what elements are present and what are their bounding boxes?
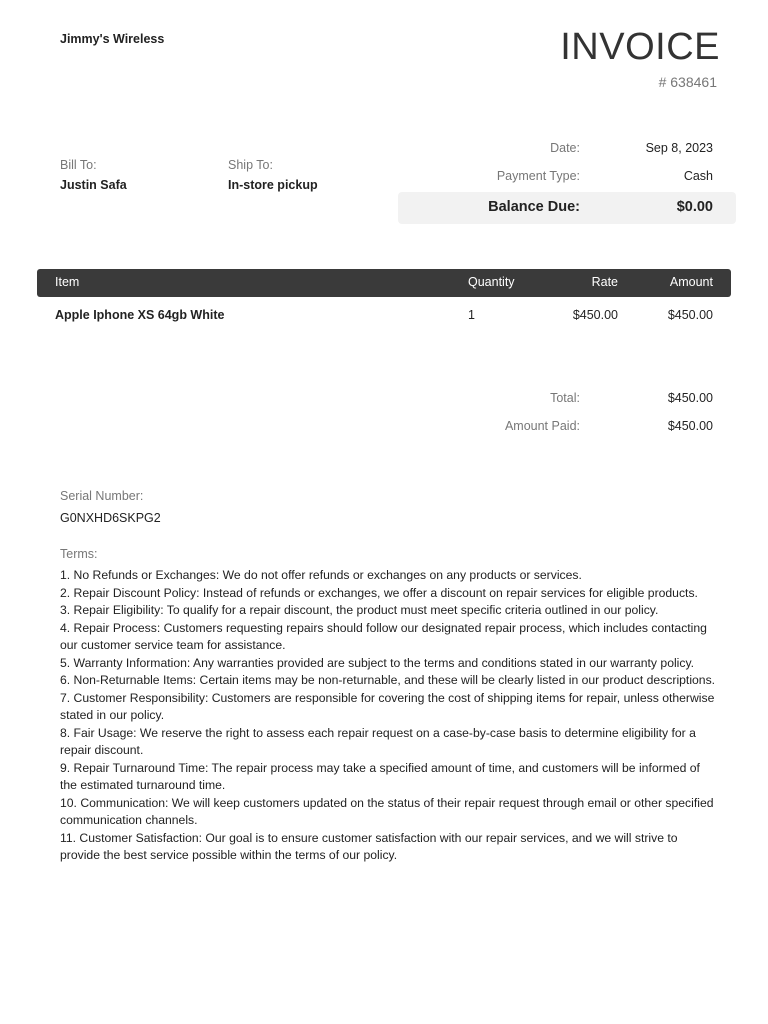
header-amount: Amount [669,275,713,289]
company-name: Jimmy's Wireless [60,32,165,46]
date-value: Sep 8, 2023 [645,141,713,155]
serial-number-label: Serial Number: [60,489,144,503]
bill-to-name: Justin Safa [60,178,127,192]
row-quantity: 1 [468,308,475,322]
terms-item: 6. Non-Returnable Items: Certain items may be non-returnable, and these will be clearly listed in our product descriptions. [60,673,716,687]
payment-type-label: Payment Type: [496,169,580,183]
terms-item: 4. Repair Process: Customers requesting repairs should follow our designated repair process, which includes contacting our customer service team for assistance. [60,620,707,652]
header-rate: Rate [591,275,618,289]
payment-type-value: Cash [683,169,713,183]
total-value: $450.00 [667,391,713,405]
terms-item: 9. Repair Turnaround Time: The repair process may take a specified amount of time, and customers will be informed of the estimated turnaround time. [60,760,700,792]
serial-number-value: G0NXHD6SKPG2 [60,511,161,525]
terms-item: 3. Repair Eligibility: To qualify for a repair discount, the product must meet specific criteria outlined in our policy. [60,603,659,617]
header-item: Item [55,275,80,289]
invoice-number: # 638461 [658,74,717,90]
items-table-header [37,269,731,297]
date-label: Date: [550,141,580,155]
amount-paid-value: $450.00 [667,419,713,433]
terms-item: 5. Warranty Information: Any warranties provided are subject to the terms and conditions stated in our warranty policy. [60,655,695,670]
terms-item: 11. Customer Satisfaction: Our goal is to ensure customer satisfaction with our repair services, and we will strive to provide the best service possible within the terms of our policy. [60,830,678,862]
balance-due-value: $0.00 [676,199,713,215]
row-item: Apple Iphone XS 64gb White [55,308,225,322]
row-amount: $450.00 [667,308,713,322]
ship-to-label: Ship To: [228,158,273,172]
terms-item: 10. Communication: We will keep customers updated on the status of their repair request through email or other specified communication channels. [60,795,714,827]
amount-paid-label: Amount Paid: [504,419,580,433]
terms-item: 2. Repair Discount Policy: Instead of refunds or exchanges, we offer a discount on repair services for eligible products. [60,585,698,600]
invoice-title: INVOICE [560,26,720,68]
row-rate: $450.00 [572,308,618,322]
ship-to-value: In-store pickup [228,178,318,192]
terms-list [60,567,720,865]
terms-item: 7. Customer Responsibility: Customers are responsible for covering the cost of shipping items for repair, unless otherwise stated in our policy. [60,690,715,722]
header-quantity: Quantity [468,275,515,289]
bill-to-label: Bill To: [60,158,97,172]
total-label: Total: [550,391,580,405]
terms-item: 1. No Refunds or Exchanges: We do not offer refunds or exchanges on any products or services. [60,568,582,582]
balance-due-label: Balance Due: [488,199,580,215]
terms-item: 8. Fair Usage: We reserve the right to assess each repair request on a case-by-case basis to determine eligibility for a repair discount. [60,725,696,757]
terms-label: Terms: [60,547,98,561]
